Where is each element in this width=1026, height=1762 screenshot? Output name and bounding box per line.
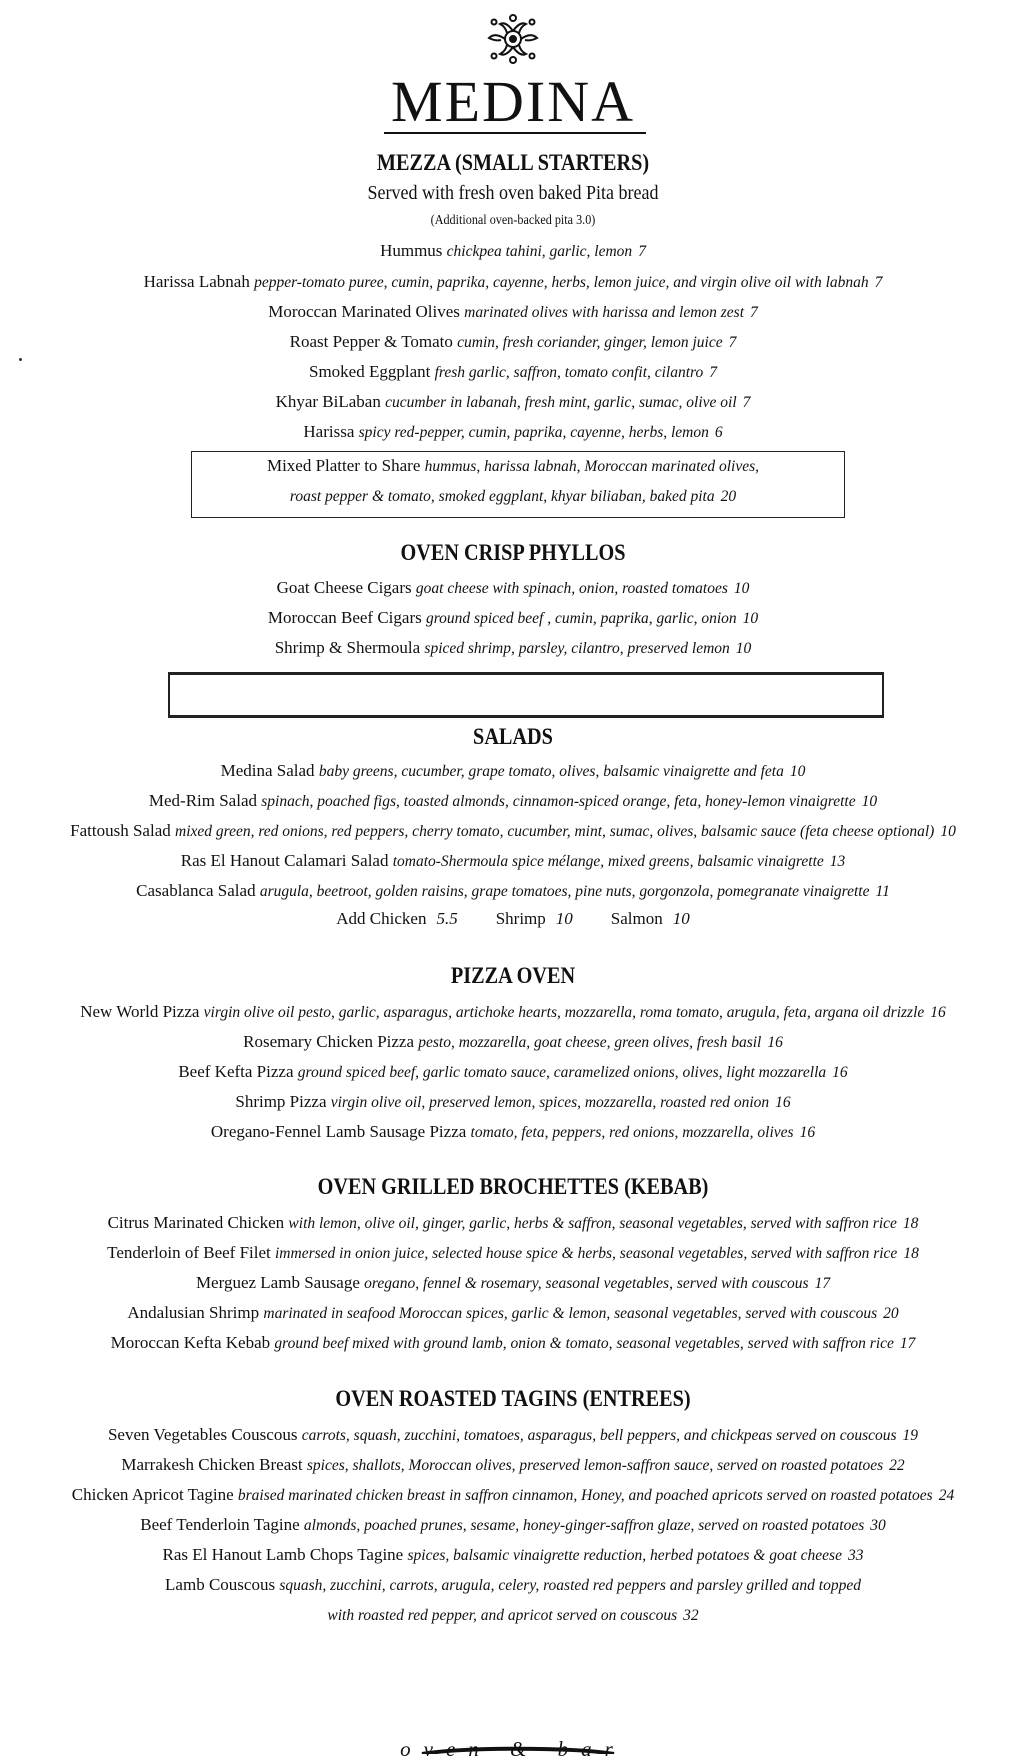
item-desc: pepper-tomato puree, cumin, paprika, cayenne, herbs, lemon juice, and virgin olive oil with labnah — [254, 274, 869, 291]
menu-item — [0, 1061, 1026, 1084]
item-price: 18 — [903, 1245, 919, 1262]
item-price: 7 — [709, 364, 718, 381]
item-name: Rosemary Chicken Pizza — [243, 1032, 415, 1051]
item-desc: spiced shrimp, parsley, cilantro, preserved lemon — [424, 640, 730, 657]
item-price: 6 — [714, 424, 723, 441]
menu-item — [0, 1332, 1026, 1355]
item-desc: fresh garlic, saffron, tomato confit, cilantro — [434, 364, 704, 381]
menu-item — [0, 1212, 1026, 1235]
section-title-tagins: OVEN ROASTED TAGINS (ENTREES) — [335, 1386, 691, 1411]
item-desc: oregano, fennel & rosemary, seasonal vegetables, served with couscous — [364, 1275, 809, 1292]
item-price: 16 — [775, 1094, 791, 1111]
item-price: 24 — [938, 1487, 955, 1504]
item-name: Medina Salad — [220, 761, 315, 780]
item-price: 17 — [899, 1335, 916, 1352]
item-price: 22 — [889, 1457, 905, 1474]
menu-item — [0, 607, 1026, 630]
item-price: 33 — [847, 1547, 864, 1564]
item-price: 7 — [728, 334, 737, 351]
item-desc: marinated in seafood Moroccan spices, garlic & lemon, seasonal vegetables, served with couscous — [263, 1305, 878, 1322]
item-price: 13 — [829, 853, 846, 870]
menu-item — [0, 790, 1026, 813]
item-name: Harissa — [303, 422, 355, 441]
menu-item — [0, 1574, 1026, 1597]
item-desc: tomato-Shermoula spice mélange, mixed greens, balsamic vinaigrette — [392, 853, 824, 870]
item-desc: with lemon, olive oil, ginger, garlic, herbs & saffron, seasonal vegetables, served with saffron rice — [288, 1215, 897, 1232]
menu-item — [0, 1454, 1026, 1477]
item-name: Mixed Platter to Share — [266, 456, 421, 475]
item-price: 7 — [638, 243, 646, 260]
item-name: Citrus Marinated Chicken — [107, 1213, 285, 1232]
item-name: Lamb Couscous — [165, 1575, 276, 1594]
item-price: 32 — [683, 1607, 699, 1624]
item-desc: marinated olives with harissa and lemon zest — [464, 304, 745, 321]
item-desc: ground spiced beef, garlic tomato sauce, caramelized onions, olives, light mozzarella — [297, 1064, 827, 1081]
item-name: Moroccan Kefta Kebab — [110, 1333, 271, 1352]
item-name: Hummus — [380, 241, 443, 260]
brand-underline — [384, 132, 646, 134]
item-price: 7 — [742, 394, 751, 411]
menu-item — [0, 1091, 1026, 1114]
item-desc: cumin, fresh coriander, ginger, lemon juice — [457, 334, 723, 351]
item-desc: spicy red-pepper, cumin, paprika, cayenne, herbs, lemon — [358, 424, 709, 441]
menu-item — [0, 637, 1026, 660]
menu-item — [0, 820, 1026, 843]
item-desc: immersed in onion juice, selected house spice & herbs, seasonal vegetables, served with saffron rice — [275, 1245, 898, 1262]
addon-label: Add Chicken — [336, 909, 427, 928]
item-price: 20 — [720, 488, 737, 505]
menu-item — [0, 271, 1026, 294]
item-desc: with roasted red pepper, and apricot served on couscous — [327, 1607, 678, 1624]
item-name: Roast Pepper & Tomato — [289, 332, 453, 351]
item-price: 16 — [930, 1004, 946, 1021]
addon-label: Salmon — [610, 909, 663, 928]
item-name: Ras El Hanout Calamari Salad — [180, 851, 389, 870]
section-title-pizza: PIZZA OVEN — [450, 963, 576, 988]
item-desc: cucumber in labanah, fresh mint, garlic, sumac, olive oil — [385, 394, 737, 411]
item-price: 18 — [902, 1215, 919, 1232]
item-name: Shrimp Pizza — [235, 1092, 327, 1111]
item-desc: roast pepper & tomato, smoked eggplant, khyar biliaban, baked pita — [289, 488, 715, 505]
item-name: Merguez Lamb Sausage — [195, 1273, 360, 1292]
addon-price: 10 — [672, 909, 690, 928]
blank-box — [168, 672, 884, 718]
footer-tagline: oven & bar — [400, 1737, 626, 1761]
menu-item — [0, 1121, 1026, 1144]
item-desc: ground spiced beef , cumin, paprika, garlic, onion — [425, 610, 737, 627]
item-name: Beef Kefta Pizza — [178, 1062, 294, 1081]
item-price: 16 — [832, 1064, 848, 1081]
menu-item — [0, 1484, 1026, 1507]
salad-addons — [0, 909, 1026, 929]
footer-swoosh-icon — [420, 1746, 616, 1754]
item-desc: virgin olive oil, preserved lemon, spices, mozzarella, roasted red onion — [330, 1094, 770, 1111]
menu-item — [0, 301, 1026, 324]
item-desc: mixed green, red onions, red peppers, cherry tomato, cucumber, mint, sumac, olives, balsamic sauce (feta cheese optional) — [175, 823, 935, 840]
item-price: 30 — [870, 1517, 886, 1534]
item-desc: goat cheese with spinach, onion, roasted tomatoes — [415, 580, 728, 597]
platter-line-2 — [0, 485, 1026, 508]
item-name: Chicken Apricot Tagine — [71, 1485, 234, 1504]
item-desc: spices, balsamic vinaigrette reduction, herbed potatoes & goat cheese — [407, 1547, 842, 1564]
item-desc: squash, zucchini, carrots, arugula, celery, roasted red peppers and parsley grilled and topped — [279, 1577, 861, 1594]
menu-item — [0, 361, 1026, 384]
item-name: Fattoush Salad — [70, 821, 171, 840]
item-name: Moroccan Beef Cigars — [267, 608, 422, 627]
item-price: 7 — [874, 274, 883, 291]
menu-item — [0, 1031, 1026, 1054]
item-desc: tomato, feta, peppers, red onions, mozzarella, olives — [470, 1124, 794, 1141]
item-desc: pesto, mozzarella, goat cheese, green olives, fresh basil — [418, 1034, 762, 1051]
addon-label: Shrimp — [495, 909, 546, 928]
brand-title: MEDINA — [391, 69, 635, 134]
addon-price: 10 — [555, 909, 573, 928]
item-desc: spices, shallots, Moroccan olives, preserved lemon-saffron sauce, served on roasted potatoes — [306, 1457, 884, 1474]
item-desc: hummus, harissa labnah, Moroccan marinated olives, — [424, 458, 760, 475]
item-name: Shrimp & Shermoula — [274, 638, 421, 657]
item-name: Khyar BiLaban — [275, 392, 381, 411]
item-price: 10 — [940, 823, 956, 840]
item-desc: chickpea tahini, garlic, lemon — [446, 243, 633, 260]
item-desc: braised marinated chicken breast in saffron cinnamon, Honey, and poached apricots served on roasted potatoes — [237, 1487, 933, 1504]
item-name: Tenderloin of Beef Filet — [107, 1243, 271, 1262]
menu-item — [0, 1424, 1026, 1447]
menu-item — [0, 760, 1026, 783]
item-price: 16 — [767, 1034, 783, 1051]
menu-item — [0, 1544, 1026, 1567]
item-desc: arugula, beetroot, golden raisins, grape tomatoes, pine nuts, gorgonzola, pomegranate vinaigrette — [259, 883, 870, 900]
item-price: 19 — [902, 1427, 919, 1444]
item-price: 16 — [799, 1124, 816, 1141]
item-name: Seven Vegetables Couscous — [107, 1425, 298, 1444]
menu-item — [0, 1302, 1026, 1325]
item-name: New World Pizza — [80, 1002, 200, 1021]
menu-item — [0, 391, 1026, 414]
menu-item — [0, 850, 1026, 873]
item-name: Ras El Hanout Lamb Chops Tagine — [162, 1545, 404, 1564]
item-name: Oregano-Fennel Lamb Sausage Pizza — [210, 1122, 467, 1141]
menu-item — [0, 577, 1026, 600]
menu-item — [0, 880, 1026, 903]
platter-line-1 — [0, 455, 1026, 478]
menu-item — [0, 240, 1026, 263]
item-price: 10 — [789, 763, 806, 780]
mezza-subtitle: Served with fresh oven baked Pita bread — [367, 182, 659, 204]
item-name: Smoked Eggplant — [308, 362, 431, 381]
item-name: Moroccan Marinated Olives — [268, 302, 460, 321]
item-price: 11 — [875, 883, 890, 900]
item-price: 10 — [742, 610, 759, 627]
item-name: Harissa Labnah — [143, 272, 250, 291]
addon-price: 5.5 — [436, 909, 458, 928]
item-price: 10 — [735, 640, 752, 657]
menu-item — [0, 1242, 1026, 1265]
item-price: 10 — [733, 580, 750, 597]
item-price: 7 — [750, 304, 758, 321]
item-desc: ground beef mixed with ground lamb, onion & tomato, seasonal vegetables, served with saffron rice — [274, 1335, 894, 1352]
section-title-brochettes: OVEN GRILLED BROCHETTES (KEBAB) — [317, 1174, 709, 1199]
item-desc: carrots, squash, zucchini, tomatoes, asparagus, bell peppers, and chickpeas served on couscous — [301, 1427, 897, 1444]
menu-item — [0, 1514, 1026, 1537]
item-name: Med-Rim Salad — [148, 791, 258, 810]
menu-item — [0, 421, 1026, 444]
item-price: 20 — [883, 1305, 899, 1322]
menu-item — [0, 1001, 1026, 1024]
menu-item — [0, 331, 1026, 354]
item-name: Beef Tenderloin Tagine — [140, 1515, 300, 1534]
item-name: Casablanca Salad — [136, 881, 256, 900]
item-desc: baby greens, cucumber, grape tomato, olives, balsamic vinaigrette and feta — [318, 763, 784, 780]
mezza-note: (Additional oven-backed pita 3.0) — [430, 212, 596, 227]
menu-item — [0, 1272, 1026, 1295]
item-price: 10 — [861, 793, 878, 810]
item-desc: virgin olive oil pesto, garlic, asparagus, artichoke hearts, mozzarella, roma tomato, arugula, feta, argana oil drizzle — [203, 1004, 925, 1021]
item-desc: spinach, poached figs, toasted almonds, cinnamon-spiced orange, feta, honey-lemon vinaigrette — [261, 793, 856, 810]
item-price: 17 — [814, 1275, 831, 1292]
section-title-mezza: MEZZA (SMALL STARTERS) — [376, 150, 650, 175]
item-name: Marrakesh Chicken Breast — [121, 1455, 303, 1474]
menu-item-continued — [0, 1604, 1026, 1627]
item-name: Goat Cheese Cigars — [276, 578, 412, 597]
item-name: Andalusian Shrimp — [127, 1303, 260, 1322]
section-title-salads: SALADS — [473, 724, 553, 749]
item-desc: almonds, poached prunes, sesame, honey-ginger-saffron glaze, served on roasted potatoes — [303, 1517, 865, 1534]
ornament-logo-icon — [484, 12, 542, 66]
section-title-phyllos: OVEN CRISP PHYLLOS — [400, 540, 626, 565]
